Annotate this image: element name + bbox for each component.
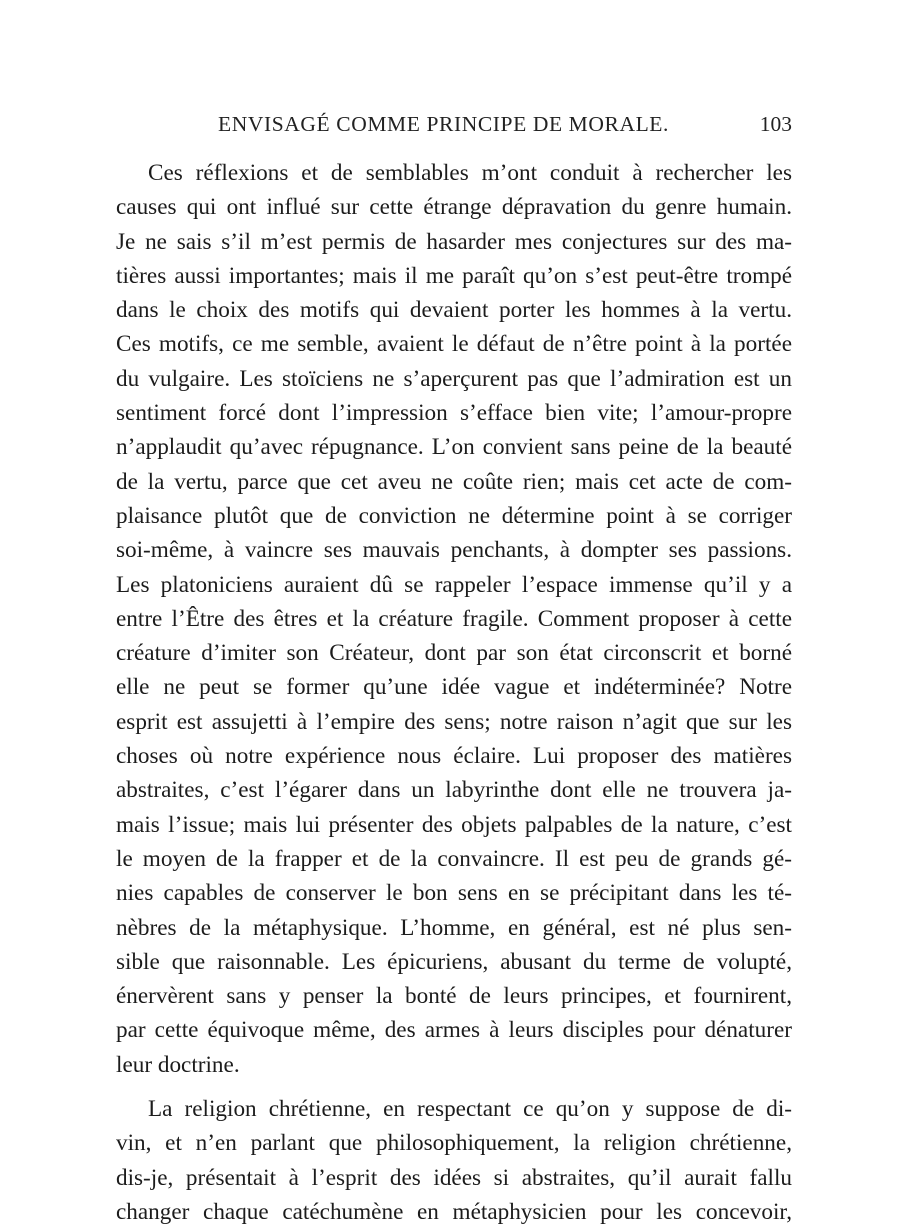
text-line: sible que raisonnable. Les épicuriens, abusant du terme de volupté,: [116, 948, 792, 975]
text-line: abstraites, c’est l’égarer dans un labyrinthe dont elle ne trouvera ja-: [116, 777, 792, 804]
text-line: choses où notre expérience nous éclaire. Lui proposer des matières: [116, 743, 792, 770]
text-line: énervèrent sans y penser la bonté de leurs principes, et fournirent,: [116, 983, 792, 1010]
text-line: dis-je, présentait à l’esprit des idées si abstraites, qu’il aurait fallu: [116, 1164, 792, 1191]
text-line: dans le choix des motifs qui devaient porter les hommes à la vertu.: [116, 297, 792, 324]
text-line: mais l’issue; mais lui présenter des objets palpables de la nature, c’est: [116, 811, 792, 838]
text-line: causes qui ont influé sur cette étrange dépravation du genre humain.: [116, 194, 792, 221]
text-line: leur doctrine.: [116, 1051, 240, 1078]
paragraph-2: [116, 1092, 792, 1229]
text-line: entre l’Être des êtres et la créature fragile. Comment proposer à cette: [116, 605, 792, 632]
paragraph-1: [116, 156, 792, 1082]
page-number: 103: [759, 112, 792, 136]
text-line: nies capables de conserver le bon sens en se précipitant dans les té-: [116, 880, 792, 907]
text-line: soi-même, à vaincre ses mauvais penchants, à dompter ses passions.: [116, 537, 792, 564]
text-line: de la vertu, parce que cet aveu ne coûte rien; mais cet acte de com-: [116, 468, 792, 495]
text-line: Je ne sais s’il m’est permis de hasarder mes conjectures sur des ma-: [116, 228, 792, 255]
text-line: n’applaudit qu’avec répugnance. L’on convient sans peine de la beauté: [116, 434, 792, 461]
text-line: esprit est assujetti à l’empire des sens; notre raison n’agit que sur les: [116, 708, 792, 735]
text-line: La religion chrétienne, en respectant ce qu’on y suppose de di-: [148, 1096, 792, 1123]
text-line: Ces réflexions et de semblables m’ont conduit à rechercher les: [148, 160, 792, 186]
text-line: Les platoniciens auraient dû se rappeler l’espace immense qu’il y a: [116, 571, 792, 598]
body-text: [116, 156, 792, 1229]
text-line: elle ne peut se former qu’une idée vague et indéterminée? Notre: [116, 674, 792, 701]
text-line: vin, et n’en parlant que philosophiquement, la religion chrétienne,: [116, 1130, 792, 1157]
text-line: nèbres de la métaphysique. L’homme, en général, est né plus sen-: [116, 914, 792, 941]
text-line: sentiment forcé dont l’impression s’efface bien vite; l’amour-propre: [116, 400, 792, 427]
text-line: changer chaque catéchumène en métaphysicien pour les concevoir,: [116, 1198, 792, 1225]
text-line: par cette équivoque même, des armes à leurs disciples pour dénaturer: [116, 1017, 792, 1044]
text-line: créature d’imiter son Créateur, dont par son état circonscrit et borné: [116, 640, 792, 667]
running-title: ENVISAGÉ COMME PRINCIPE DE MORALE.: [218, 112, 670, 136]
text-line: plaisance plutôt que de conviction ne détermine point à se corriger: [116, 502, 792, 529]
text-line: tières aussi importantes; mais il me paraît qu’on s’est peut-être trompé: [116, 262, 792, 289]
text-line: le moyen de la frapper et de la convaincre. Il est peu de grands gé-: [116, 845, 792, 872]
paragraph-gap: [116, 1082, 792, 1092]
running-head: [116, 112, 792, 148]
text-line: du vulgaire. Les stoïciens ne s’aperçurent pas que l’admiration est un: [116, 365, 792, 392]
text-line: Ces motifs, ce me semble, avaient le défaut de n’être point à la portée: [116, 331, 792, 358]
